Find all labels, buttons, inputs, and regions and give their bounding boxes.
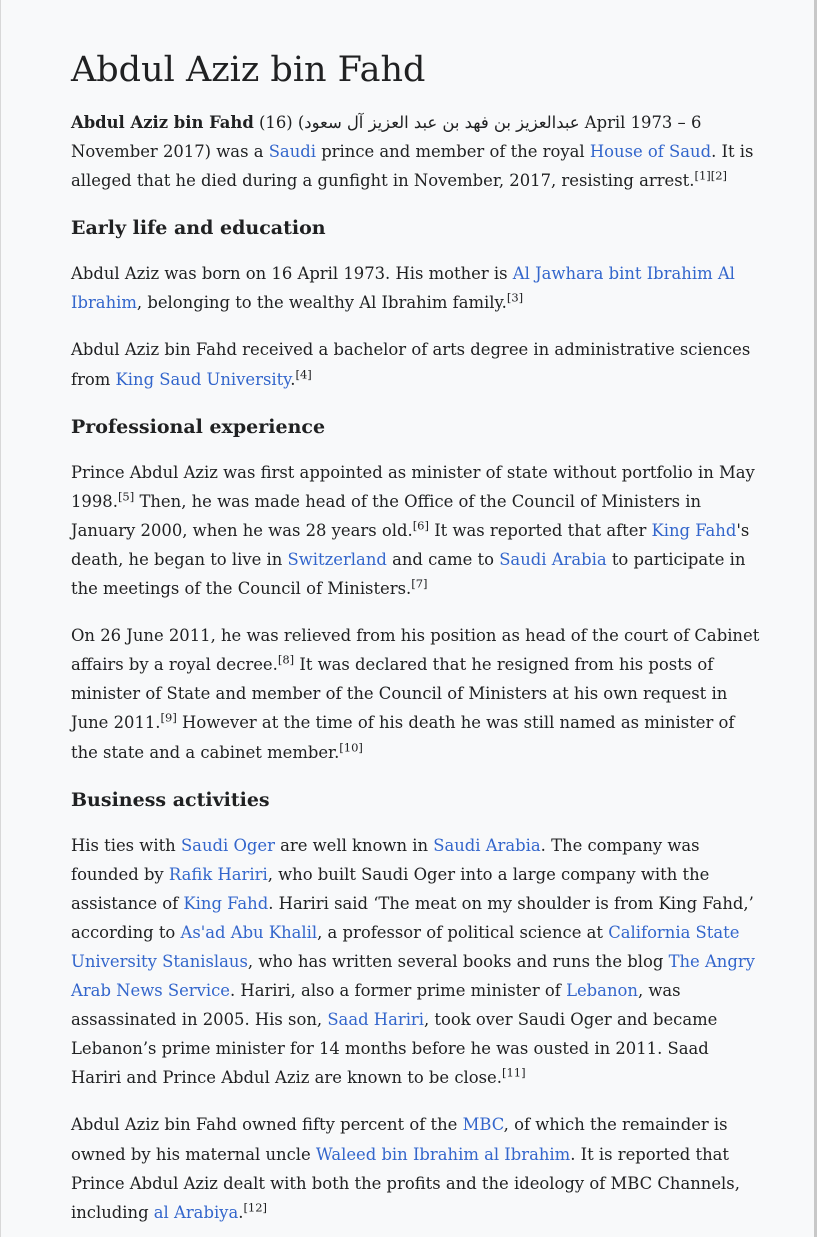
text: Abdul Aziz bin Fahd received a bachelor of arts degree in administrative sciences from	[71, 340, 751, 389]
ref-2[interactable]: [2]	[710, 168, 728, 183]
section-heading-professional: Professional experience	[71, 415, 326, 438]
ref-4[interactable]: [4]	[295, 367, 312, 382]
early-life-paragraph-1	[71, 259, 761, 317]
text: . Hariri, also a former prime minister of	[229, 981, 567, 1001]
link-saudi-oger[interactable]: Saudi Oger	[180, 835, 275, 855]
ref-3[interactable]: [3]	[506, 290, 524, 305]
link-angry-arab[interactable]: The Angry Arab News Service	[71, 951, 755, 1001]
ref-7[interactable]: [7]	[411, 576, 428, 591]
text: , a professor of political science at	[317, 922, 609, 942]
text: . The company was founded by	[71, 835, 700, 884]
ref-6[interactable]: [6]	[412, 518, 429, 533]
link-lebanon[interactable]: Lebanon	[566, 981, 638, 1001]
text: It was declared that he resigned from his posts of minister of State and member of the Council of Ministers at his own request in June 2011.	[71, 655, 728, 733]
link-house-of-saud[interactable]: House of Saud	[589, 142, 712, 162]
text: , belonging to the wealthy Al Ibrahim family.	[136, 293, 507, 313]
article-body	[71, 48, 761, 1245]
link-waleed-bin-ibrahim[interactable]: Waleed bin Ibrahim al Ibrahim	[315, 1144, 571, 1164]
link-mbc[interactable]: MBC	[462, 1115, 504, 1135]
text: . It is reported that Prince Abdul Aziz dealt with both the profits and the ideology of MBC Channels, including	[71, 1144, 740, 1222]
ref-10[interactable]: [10]	[339, 740, 363, 755]
ref-5[interactable]: [5]	[117, 489, 135, 504]
professional-paragraph-2	[71, 621, 761, 766]
business-paragraph-1	[71, 831, 761, 1093]
intro-paragraph	[71, 108, 761, 195]
text: Prince Abdul Aziz was first appointed as minister of state without portfolio in May 1998.	[71, 462, 755, 511]
link-saad-hariri[interactable]: Saad Hariri	[327, 1010, 425, 1030]
text: Abdul Aziz was born on 16 April 1973. His mother is	[71, 264, 513, 284]
link-al-jawhara[interactable]: Al Jawhara bint Ibrahim Al Ibrahim	[71, 264, 735, 313]
text: His ties with	[71, 835, 181, 855]
link-rafik-hariri[interactable]: Rafik Hariri	[168, 864, 268, 884]
subject-name: Abdul Aziz bin Fahd	[71, 113, 254, 132]
text: , who has written several books and runs the blog	[247, 951, 669, 971]
ref-8[interactable]: [8]	[277, 652, 295, 667]
link-switzerland[interactable]: Switzerland	[287, 549, 387, 569]
text: , was assassinated in 2005. His son,	[71, 981, 681, 1030]
section-heading-early-life: Early life and education	[71, 217, 326, 240]
text: , took over Saudi Oger and became Lebanon’s prime minister for 14 months before he was ousted in 2011. Saad Hariri and Prince Abdul Aziz are known to be close.	[71, 1010, 718, 1088]
ref-11[interactable]: [11]	[501, 1065, 526, 1080]
ref-9[interactable]: [9]	[160, 710, 177, 725]
early-life-paragraph-2	[71, 335, 761, 393]
ref-12[interactable]: [12]	[243, 1200, 268, 1215]
page-title: Abdul Aziz bin Fahd	[71, 50, 426, 90]
text: On 26 June 2011, he was relieved from his position as head of the court of Cabinet affairs by a royal decree.	[71, 626, 760, 675]
section-heading-business: Business activities	[71, 788, 270, 811]
link-csu-stanislaus[interactable]: California State University Stanislaus	[71, 922, 740, 971]
text: to participate in the meetings of the Council of Ministers.	[71, 549, 746, 599]
business-paragraph-2	[71, 1110, 761, 1226]
link-saudi-arabia[interactable]: Saudi Arabia	[433, 835, 541, 855]
text: .	[290, 369, 296, 389]
text: , of which the remainder is owned by his maternal uncle	[71, 1115, 728, 1164]
ref-1[interactable]: [1]	[694, 168, 711, 183]
text: However at the time of his death he was still named as minister of the state and a cabinet member.	[71, 713, 735, 762]
link-king-saud-university[interactable]: King Saud University	[115, 369, 291, 389]
link-king-fahd[interactable]: King Fahd	[651, 520, 737, 540]
text: .	[238, 1202, 244, 1222]
text: (16) (	[253, 113, 305, 132]
text: 's death, he began to live in	[71, 520, 750, 569]
text: and came to	[386, 549, 500, 569]
text: are well known in	[274, 835, 434, 855]
link-king-fahd[interactable]: King Fahd	[183, 893, 269, 913]
text: It was reported that after	[428, 520, 652, 540]
text: prince and member of the royal	[315, 142, 590, 162]
link-saudi[interactable]: Saudi	[268, 142, 316, 162]
text: , who built Saudi Oger into a large company with the assistance of	[71, 864, 710, 913]
text: Then, he was made head of the Office of the Council of Ministers in January 2000, when he was 28 years old.	[71, 491, 702, 540]
arabic-name: عبدالعزيز بن فهد بن عبد العزيز آل سعود	[304, 113, 580, 132]
text: . Hariri said ‘The meat on my shoulder is from King Fahd,’ according to	[71, 893, 754, 942]
text: April 1973 – 6 November 2017) was a	[71, 113, 702, 162]
link-saudi-arabia[interactable]: Saudi Arabia	[499, 549, 607, 569]
link-asad-abu-khalil[interactable]: As'ad Abu Khalil	[180, 922, 318, 942]
text: Abdul Aziz bin Fahd owned fifty percent of the	[71, 1115, 463, 1135]
text: . It is alleged that he died during a gunfight in November, 2017, resisting arrest.	[71, 142, 754, 191]
professional-paragraph-1	[71, 458, 761, 603]
link-al-arabiya[interactable]: al Arabiya	[153, 1202, 239, 1222]
